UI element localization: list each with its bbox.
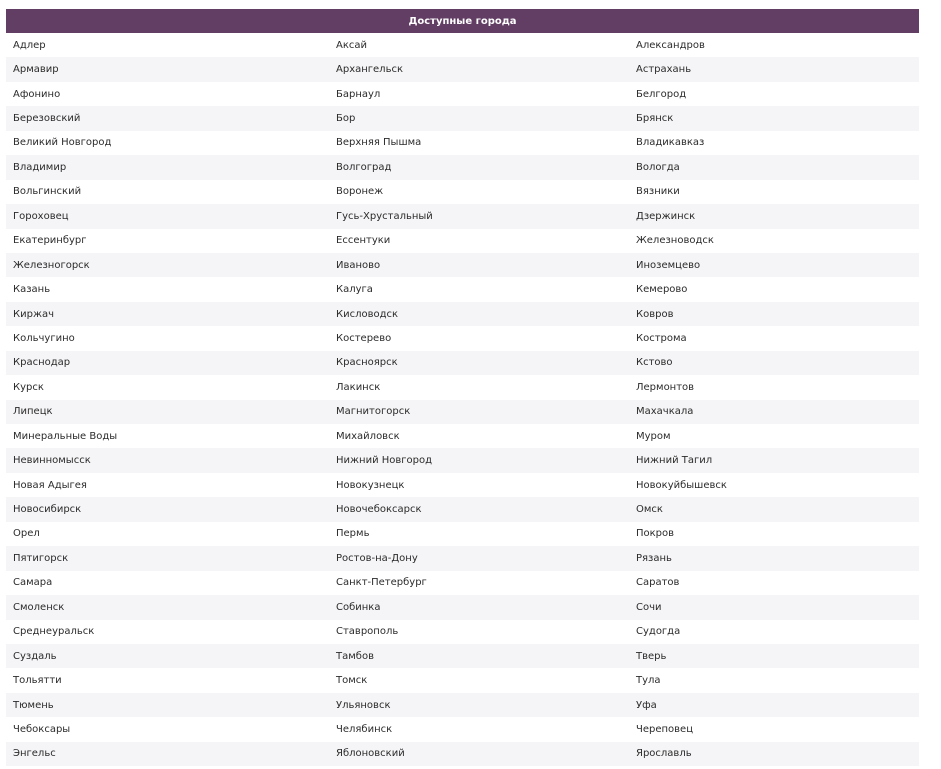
city-cell: Минеральные Воды: [6, 424, 329, 448]
city-cell: Кострома: [629, 326, 919, 350]
table-row: [6, 204, 919, 228]
city-cell: Иваново: [329, 253, 629, 277]
table-row: [6, 57, 919, 81]
city-cell: Красноярск: [329, 351, 629, 375]
city-cell: Новочебоксарск: [329, 497, 629, 521]
city-cell: Железноводск: [629, 229, 919, 253]
city-cell: Железногорск: [6, 253, 329, 277]
city-cell: Томск: [329, 668, 629, 692]
city-cell: Афонино: [6, 82, 329, 106]
cities-table-container: [6, 9, 919, 766]
city-cell: Владикавказ: [629, 131, 919, 155]
city-cell: Ставрополь: [329, 620, 629, 644]
city-cell: Суздаль: [6, 644, 329, 668]
city-cell: Вологда: [629, 155, 919, 179]
city-cell: Энгельс: [6, 742, 329, 766]
city-cell: Березовский: [6, 106, 329, 130]
table-row: [6, 595, 919, 619]
city-cell: Тверь: [629, 644, 919, 668]
city-cell: Тамбов: [329, 644, 629, 668]
city-cell: Среднеуральск: [6, 620, 329, 644]
city-cell: Новосибирск: [6, 497, 329, 521]
table-row: [6, 33, 919, 57]
city-cell: Калуга: [329, 277, 629, 301]
city-cell: Барнаул: [329, 82, 629, 106]
city-cell: Астрахань: [629, 57, 919, 81]
city-cell: Тольятти: [6, 668, 329, 692]
city-cell: Уфа: [629, 693, 919, 717]
city-cell: Тула: [629, 668, 919, 692]
city-cell: Курск: [6, 375, 329, 399]
city-cell: Армавир: [6, 57, 329, 81]
city-cell: Гороховец: [6, 204, 329, 228]
table-row: [6, 473, 919, 497]
city-cell: Кемерово: [629, 277, 919, 301]
city-cell: Великий Новгород: [6, 131, 329, 155]
table-row: [6, 497, 919, 521]
table-row: [6, 253, 919, 277]
city-cell: Махачкала: [629, 400, 919, 424]
city-cell: Ульяновск: [329, 693, 629, 717]
city-cell: Пермь: [329, 522, 629, 546]
city-cell: Судогда: [629, 620, 919, 644]
city-cell: Архангельск: [329, 57, 629, 81]
city-cell: Гусь-Хрустальный: [329, 204, 629, 228]
city-cell: Саратов: [629, 571, 919, 595]
table-row: [6, 448, 919, 472]
city-cell: Екатеринбург: [6, 229, 329, 253]
city-cell: Новая Адыгея: [6, 473, 329, 497]
city-cell: Кольчугино: [6, 326, 329, 350]
city-cell: Магнитогорск: [329, 400, 629, 424]
city-cell: Михайловск: [329, 424, 629, 448]
city-cell: Собинка: [329, 595, 629, 619]
table-row: [6, 546, 919, 570]
city-cell: Яблоновский: [329, 742, 629, 766]
city-cell: Муром: [629, 424, 919, 448]
table-row: [6, 644, 919, 668]
table-row: [6, 302, 919, 326]
table-row: [6, 106, 919, 130]
city-cell: Липецк: [6, 400, 329, 424]
city-cell: Волгоград: [329, 155, 629, 179]
table-row: [6, 571, 919, 595]
city-cell: Челябинск: [329, 717, 629, 741]
city-cell: Ковров: [629, 302, 919, 326]
table-row: [6, 155, 919, 179]
table-row: [6, 131, 919, 155]
table-row: [6, 351, 919, 375]
table-row: [6, 424, 919, 448]
city-cell: Новокузнецк: [329, 473, 629, 497]
city-cell: Вольгинский: [6, 180, 329, 204]
city-cell: Санкт-Петербург: [329, 571, 629, 595]
city-cell: Казань: [6, 277, 329, 301]
table-row: [6, 668, 919, 692]
city-cell: Нижний Новгород: [329, 448, 629, 472]
table-row: [6, 82, 919, 106]
city-cell: Костерево: [329, 326, 629, 350]
city-cell: Нижний Тагил: [629, 448, 919, 472]
city-cell: Аксай: [329, 33, 629, 57]
city-cell: Дзержинск: [629, 204, 919, 228]
city-cell: Брянск: [629, 106, 919, 130]
city-cell: Смоленск: [6, 595, 329, 619]
city-cell: Тюмень: [6, 693, 329, 717]
city-cell: Ярославль: [629, 742, 919, 766]
city-cell: Ростов-на-Дону: [329, 546, 629, 570]
city-cell: Верхняя Пышма: [329, 131, 629, 155]
city-cell: Воронеж: [329, 180, 629, 204]
city-cell: Киржач: [6, 302, 329, 326]
table-header-row: [6, 9, 919, 33]
city-cell: Александров: [629, 33, 919, 57]
city-cell: Бор: [329, 106, 629, 130]
city-cell: Краснодар: [6, 351, 329, 375]
table-row: [6, 522, 919, 546]
city-cell: Череповец: [629, 717, 919, 741]
city-cell: Вязники: [629, 180, 919, 204]
city-cell: Иноземцево: [629, 253, 919, 277]
city-cell: Рязань: [629, 546, 919, 570]
city-cell: Кстово: [629, 351, 919, 375]
table-row: [6, 620, 919, 644]
city-cell: Ессентуки: [329, 229, 629, 253]
city-cell: Покров: [629, 522, 919, 546]
city-cell: Адлер: [6, 33, 329, 57]
table-title: Доступные города: [6, 9, 919, 33]
city-cell: Владимир: [6, 155, 329, 179]
table-row: [6, 717, 919, 741]
table-row: [6, 180, 919, 204]
city-cell: Самара: [6, 571, 329, 595]
city-cell: Лермонтов: [629, 375, 919, 399]
table-body: [6, 33, 919, 766]
city-cell: Омск: [629, 497, 919, 521]
city-cell: Сочи: [629, 595, 919, 619]
table-row: [6, 277, 919, 301]
city-cell: Белгород: [629, 82, 919, 106]
city-cell: Лакинск: [329, 375, 629, 399]
table-row: [6, 229, 919, 253]
city-cell: Чебоксары: [6, 717, 329, 741]
table-row: [6, 375, 919, 399]
cities-table: [6, 9, 919, 766]
table-row: [6, 400, 919, 424]
city-cell: Невинномысск: [6, 448, 329, 472]
table-row: [6, 693, 919, 717]
city-cell: Орел: [6, 522, 329, 546]
city-cell: Новокуйбышевск: [629, 473, 919, 497]
table-row: [6, 742, 919, 766]
table-row: [6, 326, 919, 350]
city-cell: Кисловодск: [329, 302, 629, 326]
city-cell: Пятигорск: [6, 546, 329, 570]
